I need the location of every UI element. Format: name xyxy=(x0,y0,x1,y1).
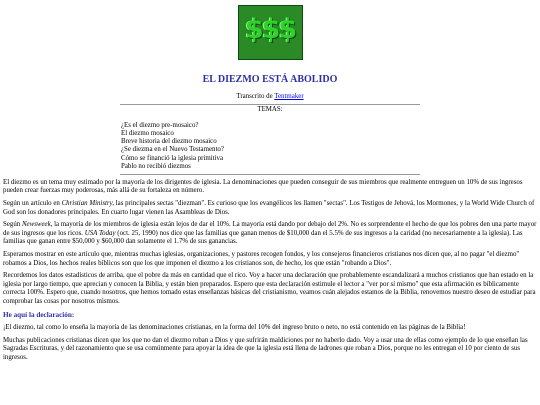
paragraph-newsweek xyxy=(3,221,537,247)
divider-bottom xyxy=(120,174,420,175)
topic-item: Pablo no recibió diezmos xyxy=(121,162,191,170)
money-logo-image xyxy=(238,5,303,60)
dollar-signs-icon: $$$ xyxy=(244,14,296,45)
text-span: las principales sectas "diezman". Es curioso que los evangélicos les llamen "sectas". Los Testigos de Jehová, los Mormones, y la World Wide Church of God son los donadores principales. En cuarto lugar vienen las Asambleas de Dios. xyxy=(3,199,535,216)
source-credit xyxy=(3,93,537,102)
logo-container xyxy=(3,3,537,61)
publication-name: Newsweek xyxy=(21,221,51,229)
page-title: EL DIEZMO ESTÁ ABOLIDO xyxy=(202,74,338,85)
paragraph-statistics: Recordemos los datos estadísticos de arriba, que el pobre da más en cantidad que el rico. Voy a hacer una declaración que probablemente escandalizará a muchos cristianos que han estado en la iglesia por largo tiempo, que aprecian y conocen la Biblia, y están bien preparados. Espero que esta declaración estimule el lector a "ver por sí mismo" que esta afirmación es bíblicamente correcta 100%. Espero que, cuando nosotros, que hemos tomado estas enseñanzas básicas del cristianismo, veamos cuán alejados estamos de la Biblia, renovemos nuestro deseo de estudiar para comprobar las cosas por nosotros mismos. xyxy=(3,272,536,305)
topic-item: El diezmo mosaico xyxy=(121,130,174,138)
topic-item: ¿Se diezma en el Nuevo Testamento? xyxy=(121,146,224,154)
source-credit-prefix: Transcrito de xyxy=(236,93,275,100)
paragraph-publications: Muchas publicaciones cristianas dicen que los que no dan el diezmo roban a Dios y que sufrirán maldiciones por no haberlo dado. Voy a usar una de ellas como ejemplo de lo que enseñan las Sagradas Escrituras, y del razonamiento que se usa comúnmente para apoyar la idea de que la iglesia está llena de ladrones que roban a Dios, porque no les entregan el 10 por ciento de sus ingresos. xyxy=(3,336,528,361)
paragraph-christian-ministry xyxy=(3,200,537,217)
publication-name: USA Today xyxy=(84,229,116,237)
section-heading: He aquí la declaración: xyxy=(3,311,75,320)
paragraph-robbing-god: Esperamos mostrar en este artículo que, mientras muchas iglesias, organizaciones, y pastores recogen fondos, y los consejeros financieros cristianos nos dicen que, al no pagar "el diezmo" robamos a Dios, los hechos reales bíblicos son que los que imponen el diezmo a los cristianos son, de hecho, los que están "robando a Dios". xyxy=(3,250,520,267)
topic-item: Breve historia del diezmo mosaico xyxy=(121,138,217,146)
paragraph-declaration: ¡El diezmo, tal como lo enseña la mayoría de las denominaciones cristianas, en la forma del 10% del ingreso bruto o neto, no está contenido en las páginas de la Biblia! xyxy=(3,324,466,332)
topic-item: Cómo se financió la iglesia primitiva xyxy=(121,154,223,162)
paragraph-intro: El diezmo es un tema muy estimado por la mayoría de los dirigentes de iglesia. La denominaciones que pueden conseguir de sus miembros que realmente entreguen un 10% de sus ingresos pueden crear fuerzas muy poderosas, más allá de su fortaleza en número. xyxy=(3,178,523,195)
publication-name: Christian Ministry, xyxy=(61,199,115,207)
topics-list xyxy=(121,122,537,171)
divider-top xyxy=(120,104,420,105)
topics-label: TEMAS: xyxy=(257,105,283,113)
text-span: (oct. 25, 1990) nos dice que las familias que ganan menos de $10,000 dan el 5.5% de sus ingresos a la caridad (no necesariamente a la iglesia). Las familias que ganan entre $50,000 y $60,000 dan solamente el 1.7% de sus ganancias. xyxy=(3,229,523,246)
tentmaker-link[interactable]: Tentmaker xyxy=(274,93,304,100)
text-span: Según xyxy=(3,221,22,229)
text-span: Según un artículo en xyxy=(3,199,62,207)
topic-item: ¿Es el diezmo pre-mosaico? xyxy=(121,122,199,130)
text-span: , la mayoría de los miembros de iglesia están lejos de dar el 10%. La mayoría está dando por debajo del 2%. No es sorprendente el hecho de que los pobres den una parte mayor de sus ingresos que los ricos. xyxy=(3,221,537,237)
